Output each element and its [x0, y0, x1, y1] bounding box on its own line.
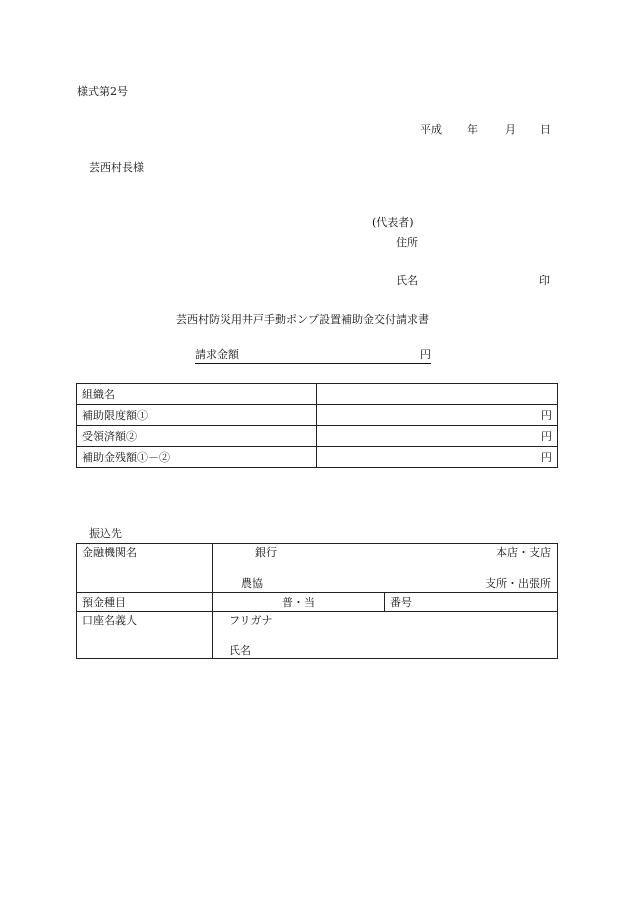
- date-month: 月: [505, 123, 516, 136]
- request-amount-label: 請求金額: [195, 348, 239, 361]
- organization-name-label: 組織名: [77, 384, 317, 405]
- transfer-heading: 振込先: [89, 527, 122, 540]
- table-row: [77, 447, 558, 468]
- institution-label: 金融機関名: [77, 544, 213, 593]
- document-title: 芸西村防災用井戸手動ポンプ設置補助金交付請求書: [176, 313, 429, 326]
- holder-value[interactable]: [213, 612, 558, 659]
- addressee: 芸西村長様: [89, 161, 144, 174]
- summary-table: [76, 383, 558, 468]
- received-amount-value[interactable]: 円: [317, 426, 558, 447]
- organization-name-value[interactable]: [317, 384, 558, 405]
- remaining-subsidy-label: 補助金残額①－②: [77, 447, 317, 468]
- request-amount-unit: 円: [420, 348, 431, 361]
- table-row: [77, 405, 558, 426]
- subsidy-limit-value[interactable]: 円: [317, 405, 558, 426]
- bank-transfer-table: [76, 543, 558, 659]
- holder-label: 口座名義人: [77, 612, 213, 659]
- seal-label: 印: [539, 274, 550, 287]
- representative-label: (代表者): [372, 216, 414, 229]
- request-amount-line: [195, 349, 431, 364]
- agri-coop-label: 農協: [241, 577, 263, 590]
- name-label: 氏名: [396, 274, 418, 287]
- date-year: 年: [467, 123, 478, 136]
- bank-label: 銀行: [255, 546, 277, 559]
- deposit-type-options[interactable]: 普・当: [213, 593, 385, 612]
- subsidy-limit-label: 補助限度額①: [77, 405, 317, 426]
- table-row: [77, 384, 558, 405]
- table-row: [77, 593, 558, 612]
- account-number-label[interactable]: 番号: [385, 593, 558, 612]
- table-row: [77, 612, 558, 659]
- branch-office-label: 支所・出張所: [485, 577, 551, 590]
- table-row: [77, 544, 558, 593]
- holder-name-label: 氏名: [229, 644, 251, 657]
- branch-label: 本店・支店: [496, 546, 551, 559]
- form-number: 様式第2号: [77, 85, 128, 98]
- received-amount-label: 受領済額②: [77, 426, 317, 447]
- date-day: 日: [540, 123, 551, 136]
- date-era: 平成: [420, 123, 442, 136]
- table-row: [77, 426, 558, 447]
- deposit-type-label: 預金種目: [77, 593, 213, 612]
- remaining-subsidy-value[interactable]: 円: [317, 447, 558, 468]
- institution-value[interactable]: [213, 544, 558, 593]
- furigana-label: フリガナ: [229, 614, 273, 627]
- address-label: 住所: [396, 236, 418, 249]
